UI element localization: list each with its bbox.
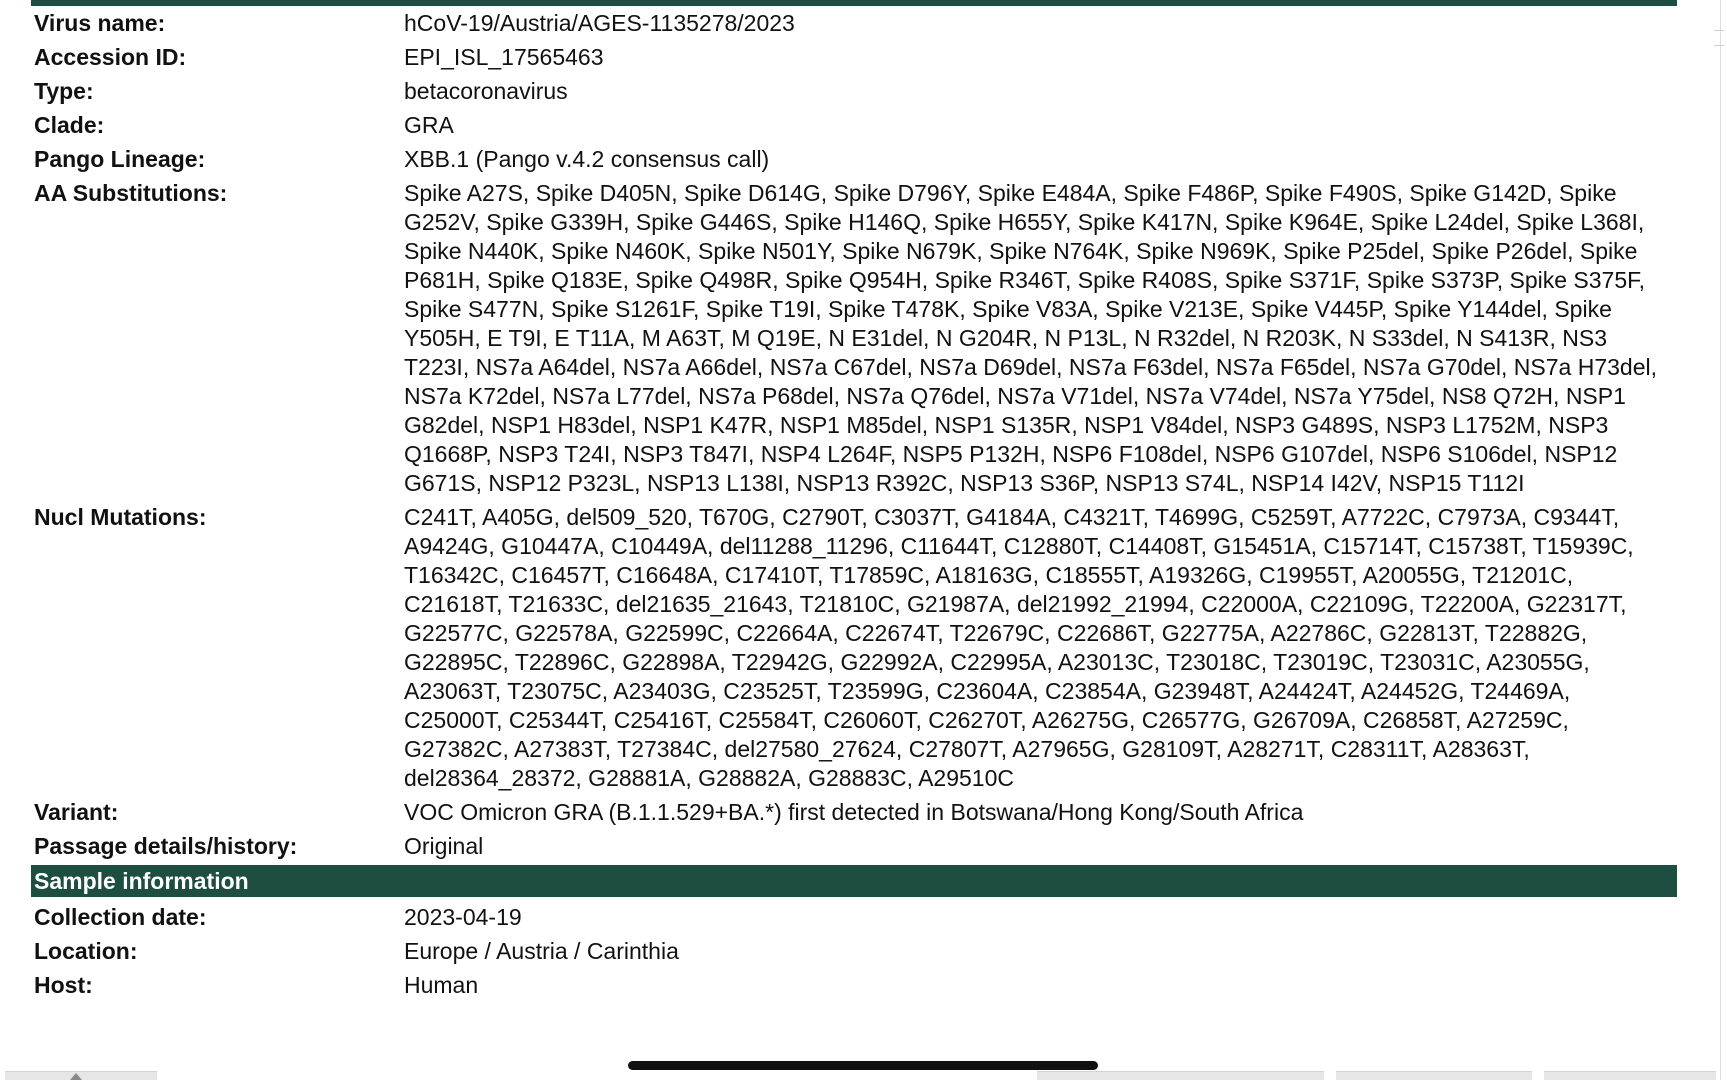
host-row bbox=[31, 968, 1677, 1002]
virus-name-row bbox=[31, 6, 1677, 40]
field-label: Nucl Mutations: bbox=[34, 504, 207, 530]
scrollbar-track[interactable] bbox=[1720, 0, 1721, 1080]
accession-id-value: EPI_ISL_17565463 bbox=[404, 44, 604, 70]
host-value: Human bbox=[404, 972, 479, 998]
field-label: Pango Lineage: bbox=[34, 146, 206, 172]
variant-row bbox=[31, 795, 1677, 829]
virus-name-value: hCoV-19/Austria/AGES-1135278/2023 bbox=[404, 10, 795, 36]
bottom-toolbar-button[interactable] bbox=[1544, 1071, 1716, 1080]
field-label: AA Substitutions: bbox=[34, 180, 228, 206]
field-label: Virus name: bbox=[34, 10, 166, 36]
field-label: Accession ID: bbox=[34, 44, 187, 70]
field-label: Location: bbox=[34, 938, 138, 964]
home-indicator-bar[interactable] bbox=[628, 1061, 1098, 1070]
field-label: Collection date: bbox=[34, 904, 207, 930]
passage-history-row bbox=[31, 829, 1677, 863]
scrollbar-thumb[interactable] bbox=[1714, 30, 1724, 46]
field-label: Type: bbox=[34, 78, 94, 104]
bottom-toolbar-button[interactable] bbox=[1336, 1071, 1532, 1080]
field-label: Host: bbox=[34, 972, 93, 998]
field-label: Clade: bbox=[34, 112, 105, 138]
passage-history-value: Original bbox=[404, 833, 484, 859]
collection-date-row bbox=[31, 900, 1677, 934]
pango-lineage-row bbox=[31, 142, 1677, 176]
sample-information-header: Sample information bbox=[31, 865, 1677, 897]
type-value: betacoronavirus bbox=[404, 78, 568, 104]
field-label: Passage details/history: bbox=[34, 833, 298, 859]
location-row bbox=[31, 934, 1677, 968]
nucl-mutations-row bbox=[31, 500, 1677, 795]
collection-date-value: 2023-04-19 bbox=[404, 904, 522, 930]
clade-row bbox=[31, 108, 1677, 142]
field-label: Variant: bbox=[34, 799, 119, 825]
pango-lineage-value: XBB.1 (Pango v.4.2 consensus call) bbox=[404, 146, 770, 172]
up-arrow-icon bbox=[70, 1073, 82, 1080]
location-value: Europe / Austria / Carinthia bbox=[404, 938, 679, 964]
type-row bbox=[31, 74, 1677, 108]
variant-value: VOC Omicron GRA (B.1.1.529+BA.*) first detected in Botswana/Hong Kong/South Africa bbox=[404, 799, 1304, 825]
accession-id-row bbox=[31, 40, 1677, 74]
aa-substitutions-value: Spike A27S, Spike D405N, Spike D614G, Spike D796Y, Spike E484A, Spike F486P, Spike F490S, Spike G142D, Spike G252V, Spike G339H, Spike G446S, Spike H146Q, Spike H655Y, Spike K417N, Spike K964E, Spike L24del, Spike L368I, Spike N440K, Spike N460K, Spike N501Y, Spike N679K, Spike N764K, Spike N969K, Spike P25del, Spike P26del, Spike P681H, Spike Q183E, Spike Q498R, Spike Q954H, Spike R346T, Spike R408S, Spike S371F, Spike S373P, Spike S375F, Spike S477N, Spike S1261F, Spike T19I, Spike T478K, Spike V83A, Spike V213E, Spike V445P, Spike Y144del, Spike Y505H, E T9I, E T11A, M A63T, M Q19E, N E31del, N G204R, N P13L, N R32del, N R203K, N S33del, N S413R, NS3 T223I, NS7a A64del, NS7a A66del, NS7a C67del, NS7a D69del, NS7a F63del, NS7a F65del, NS7a G70del, NS7a H73del, NS7a K72del, NS7a L77del, NS7a P68del, NS7a Q76del, NS7a V71del, NS7a V74del, NS7a Y75del, NS8 Q72H, NSP1 G82del, NSP1 H83del, NSP1 K47R, NSP1 M85del, NSP1 S135R, NSP1 V84del, NSP3 G489S, NSP3 L1752M, NSP3 Q1668P, NSP3 T24I, NSP3 T847I, NSP4 L264F, NSP5 P132H, NSP6 F108del, NSP6 G107del, NSP6 S106del, NSP12 G671S, NSP12 P323L, NSP13 L138I, NSP13 R392C, NSP13 S36P, NSP13 S74L, NSP14 I42V, NSP15 T112I bbox=[404, 180, 1658, 496]
bottom-toolbar-button[interactable] bbox=[1037, 1071, 1324, 1080]
virus-record-table bbox=[31, 6, 1677, 1002]
nucl-mutations-value: C241T, A405G, del509_520, T670G, C2790T, C3037T, G4184A, C4321T, T4699G, C5259T, A7722C, C7973A, C9344T, A9424G, G10447A, C10449A, del11288_11296, C11644T, C12880T, C14408T, G15451A, C15714T, C15738T, T15939C, T16342C, C16457T, C16648A, C17410T, T17859C, A18163G, C18555T, A19326G, C19955T, A20055G, T21201C, C21618T, T21633C, del21635_21643, T21810C, G21987A, del21992_21994, C22000A, C22109G, T22200A, G22317T, G22577C, G22578A, G22599C, C22664A, C22674T, T22679C, C22686T, G22775A, A22786C, G22813T, T22882G, G22895C, T22896C, G22898A, T22942G, G22992A, C22995A, A23013C, T23018C, T23019C, T23031C, A23055G, A23063T, T23075C, A23403G, C23525T, T23599G, C23604A, C23854A, G23948T, A24424T, A24452G, T24469A, C25000T, C25344T, C25416T, C25584T, C26060T, C26270T, A26275G, C26577G, G26709A, C26858T, A27259C, G27382C, A27383T, T27384C, del27580_27624, C27807T, A27965G, G28109T, A28271T, C28311T, A28363T, del28364_28372, G28881A, G28882A, G28883C, A29510C bbox=[404, 504, 1634, 791]
aa-substitutions-row bbox=[31, 176, 1677, 500]
clade-value: GRA bbox=[404, 112, 454, 138]
